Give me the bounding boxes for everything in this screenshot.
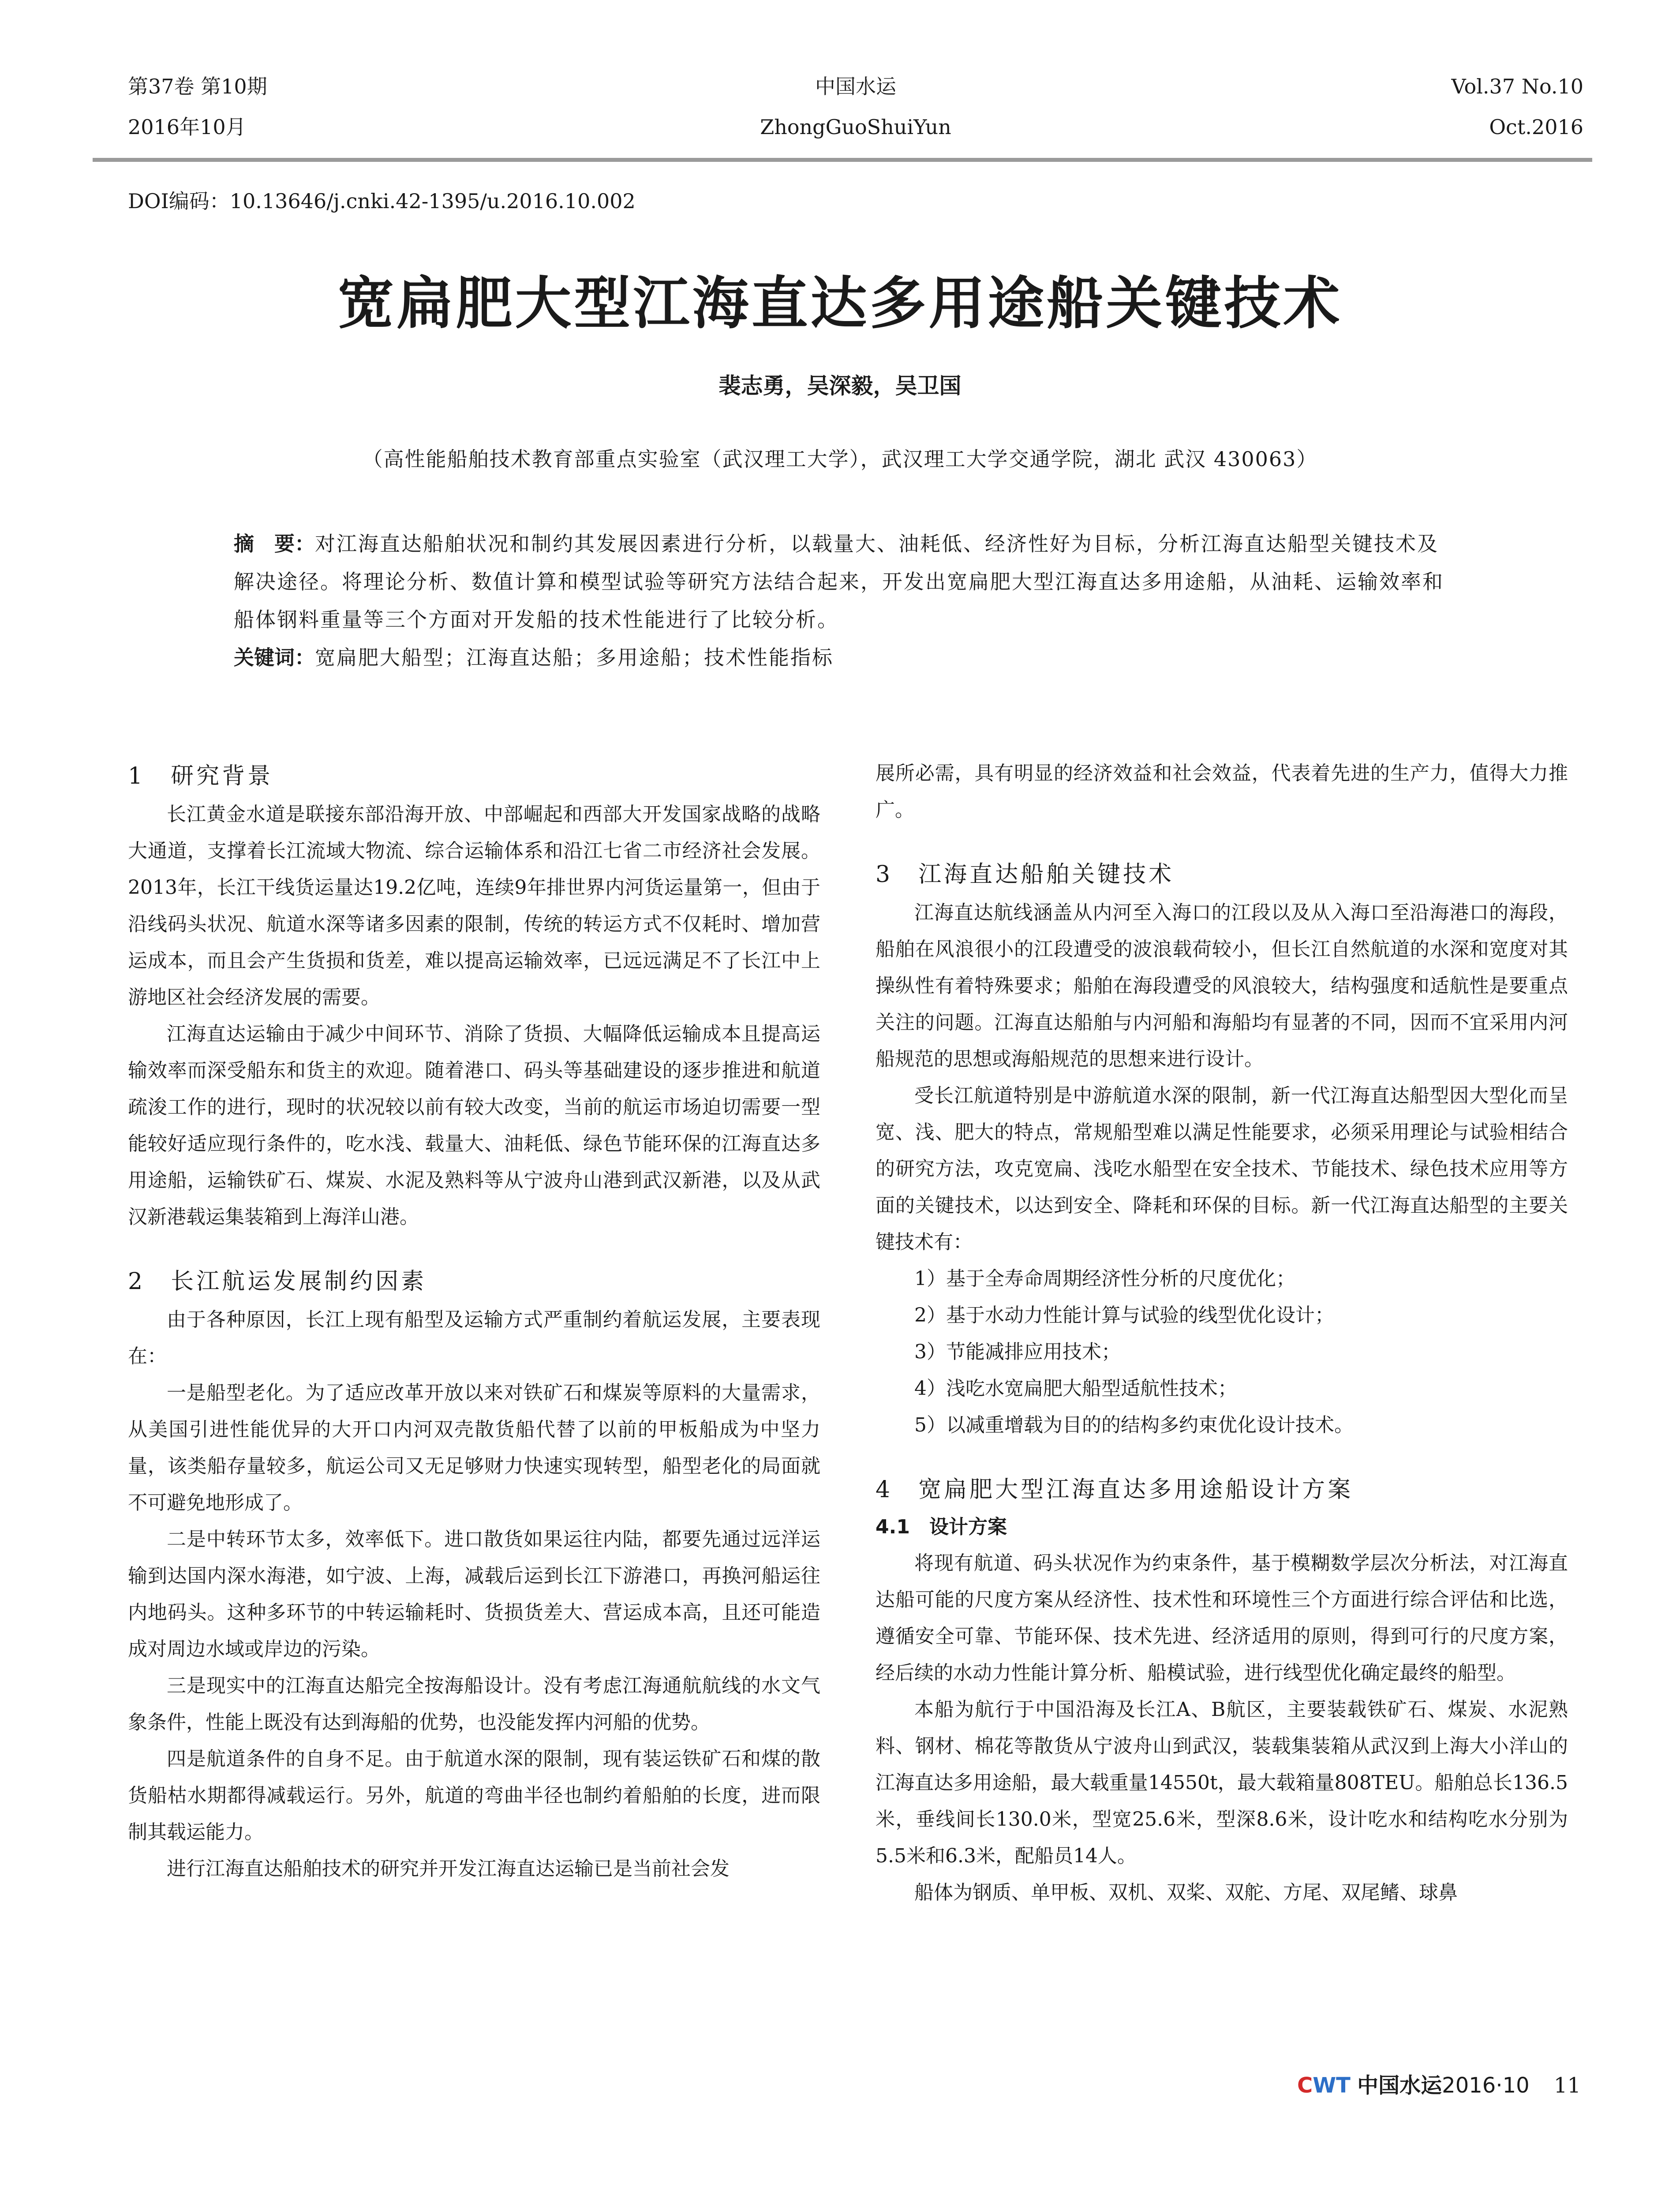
- keywords: [234, 639, 1451, 676]
- subsection-4-1-heading: 4.1 设计方案: [876, 1516, 1007, 1538]
- paragraph: 三是现实中的江海直达船完全按海船设计。没有考虑江海通航航线的水文气象条件，性能上既没有达到海船的优势，也没能发挥内河船的优势。: [128, 1674, 820, 1734]
- paragraph: 江海直达运输由于减少中间环节、消除了货损、大幅降低运输成本且提高运输效率而深受船东和货主的欢迎。随着港口、码头等基础建设的逐步推进和航道疏浚工作的进行，现时的状况较以前有较大改变，当前的航运市场迫切需要一型能较好适应现行条件的，吃水浅、载量大、油耗低、绿色节能环保的江海直达多用途船，运输铁矿石、煤炭、水泥及熟料等从宁波舟山港到武汉新港，以及从武汉新港载运集装箱到上海洋山港。: [128, 1023, 820, 1228]
- abstract-label: 摘 要：: [234, 532, 315, 556]
- list-item: 3）节能减排应用技术；: [914, 1341, 1121, 1363]
- paper-title: 宽扁肥大型江海直达多用途船关键技术: [337, 270, 1343, 336]
- paragraph: 展所必需，具有明显的经济效益和社会效益，代表着先进的生产力，值得大力推广。: [876, 762, 1568, 821]
- header-date-en: Oct.2016: [1489, 115, 1583, 139]
- footer-issue: 2016·10: [1442, 2073, 1530, 2098]
- abstract-block: [234, 525, 1451, 676]
- paper-affiliation: （高性能船舶技术教育部重点实验室（武汉理工大学），武汉理工大学交通学院，湖北 武汉 430063）: [362, 447, 1318, 471]
- section-3-heading: 3 江海直达船舶关键技术: [876, 861, 1175, 888]
- running-header: [128, 66, 1583, 150]
- footer-magazine: 中国水运: [1357, 2073, 1442, 2098]
- header-rule: [93, 158, 1592, 162]
- right-column: [876, 755, 1568, 1911]
- section-1-heading: 1 研究背景: [128, 763, 273, 789]
- cwt-logo-wt: WT: [1313, 2073, 1351, 2098]
- paragraph: 长江黄金水道是联接东部沿海开放、中部崛起和西部大开发国家战略的战略大通道，支撑着长江流域大物流、综合运输体系和沿江七省二市经济社会发展。2013年，长江干线货运量达19.2亿吨，连续9年排世界内河货运量第一，但由于沿线码头状况、航道水深等诸多因素的限制，传统的转运方式不仅耗时、增加营运成本，而且会产生货损和货差，难以提高运输效率，已远远满足不了长江中上游地区社会经济发展的需要。: [128, 803, 820, 1009]
- header-journal-cn: 中国水运: [815, 75, 896, 98]
- header-journal-pinyin: ZhongGuoShuiYun: [760, 115, 951, 139]
- paper-authors: 裴志勇，吴深毅，吴卫国: [718, 373, 962, 399]
- paragraph: 进行江海直达船舶技术的研究并开发江海直达运输已是当前社会发: [167, 1857, 730, 1880]
- paragraph: 本船为航行于中国沿海及长江A、B航区，主要装载铁矿石、煤炭、水泥熟料、钢材、棉花等散货从宁波舟山到武汉，装载集装箱从武汉到上海大小洋山的江海直达多用途船，最大载重量14550t，最大载箱量808TEU。船舶总长136.5米，垂线间长130.0米，型宽25.6米，型深8.6米，设计吃水和结构吃水分别为5.5米和6.3米，配船员14人。: [876, 1698, 1568, 1867]
- paragraph: 受长江航道特别是中游航道水深的限制，新一代江海直达船型因大型化而呈宽、浅、肥大的特点，常规船型难以满足性能要求，必须采用理论与试验相结合的研究方法，攻克宽扁、浅吃水船型在安全技术、节能技术、绿色技术应用等方面的关键技术，以达到安全、降耗和环保的目标。新一代江海直达船型的主要关键技术有：: [876, 1084, 1568, 1253]
- list-item: 5）以减重增载为目的的结构多约束优化设计技术。: [914, 1414, 1354, 1436]
- list-item: 4）浅吃水宽扁肥大船型适航性技术；: [914, 1377, 1237, 1400]
- paragraph: 一是船型老化。为了适应改革开放以来对铁矿石和煤炭等原料的大量需求，从美国引进性能优异的大开口内河双壳散货船代替了以前的甲板船成为中坚力量，该类船存量较多，航运公司又无足够财力快速实现转型，船型老化的局面就不可避免地形成了。: [128, 1382, 820, 1514]
- paragraph: 二是中转环节太多，效率低下。进口散货如果运往内陆，都要先通过远洋运输到达国内深水海港，如宁波、上海，减载后运到长江下游港口，再换河船运往内地码头。这种多环节的中转运输耗时、货损货差大、营运成本高，且还可能造成对周边水域或岸边的污染。: [128, 1528, 820, 1660]
- section-2-heading: 2 长江航运发展制约因素: [128, 1268, 427, 1295]
- left-column: [128, 756, 820, 1887]
- cwt-logo-c: C: [1297, 2073, 1313, 2098]
- section-4-heading: 4 宽扁肥大型江海直达多用途船设计方案: [876, 1476, 1354, 1503]
- paragraph: 将现有航道、码头状况作为约束条件，基于模糊数学层次分析法，对江海直达船可能的尺度方案从经济性、技术性和环境性三个方面进行综合评估和比选，遵循安全可靠、节能环保、技术先进、经济适用的原则，得到可行的尺度方案，经后续的水动力性能计算分析、船模试验，进行线型优化确定最终的船型。: [876, 1552, 1568, 1684]
- keywords-text: 宽扁肥大船型；江海直达船；多用途船；技术性能指标: [315, 646, 834, 669]
- doi-line: DOI编码：10.13646/j.cnki.42-1395/u.2016.10.002: [128, 189, 636, 213]
- header-date-cn: 2016年10月: [128, 115, 246, 139]
- header-right: [1452, 66, 1583, 147]
- header-volume-cn: 第37卷 第10期: [128, 75, 267, 98]
- paragraph: 江海直达航线涵盖从内河至入海口的江段以及从入海口至沿海港口的海段，船舶在风浪很小的江段遭受的波浪载荷较小，但长江自然航道的水深和宽度对其操纵性有着特殊要求；船舶在海段遭受的风浪较大，结构强度和适航性是要重点关注的问题。江海直达船舶与内河船和海船均有显著的不同，因而不宜采用内河船规范的思想或海船规范的思想来进行设计。: [876, 901, 1568, 1070]
- paragraph: 由于各种原因，长江上现有船型及运输方式严重制约着航运发展，主要表现在：: [128, 1308, 820, 1368]
- abstract: [234, 525, 1451, 639]
- keywords-label: 关键词：: [234, 646, 315, 669]
- page-number: 11: [1553, 2073, 1581, 2098]
- paragraph: 四是航道条件的自身不足。由于航道水深的限制，现有装运铁矿石和煤的散货船枯水期都得减载运行。另外，航道的弯曲半径也制约着船舶的长度，进而限制其载运能力。: [128, 1748, 820, 1843]
- list-item: 1）基于全寿命周期经济性分析的尺度优化；: [914, 1267, 1295, 1290]
- list-item: 2）基于水动力性能计算与试验的线型优化设计；: [914, 1304, 1334, 1327]
- header-volume-en: Vol.37 No.10: [1451, 75, 1583, 98]
- abstract-text: 对江海直达船舶状况和制约其发展因素进行分析，以载量大、油耗低、经济性好为目标，分析江海直达船型关键技术及解决途径。将理论分析、数值计算和模型试验等研究方法结合起来，开发出宽扁肥大型江海直达多用途船，从油耗、运输效率和船体钢料重量等三个方面对开发船的技术性能进行了比较分析。: [234, 532, 1444, 632]
- page-footer: [1297, 2068, 1581, 2099]
- paragraph: 船体为钢质、单甲板、双机、双桨、双舵、方尾、双尾鳍、球鼻: [914, 1881, 1458, 1904]
- header-center: [128, 66, 1583, 147]
